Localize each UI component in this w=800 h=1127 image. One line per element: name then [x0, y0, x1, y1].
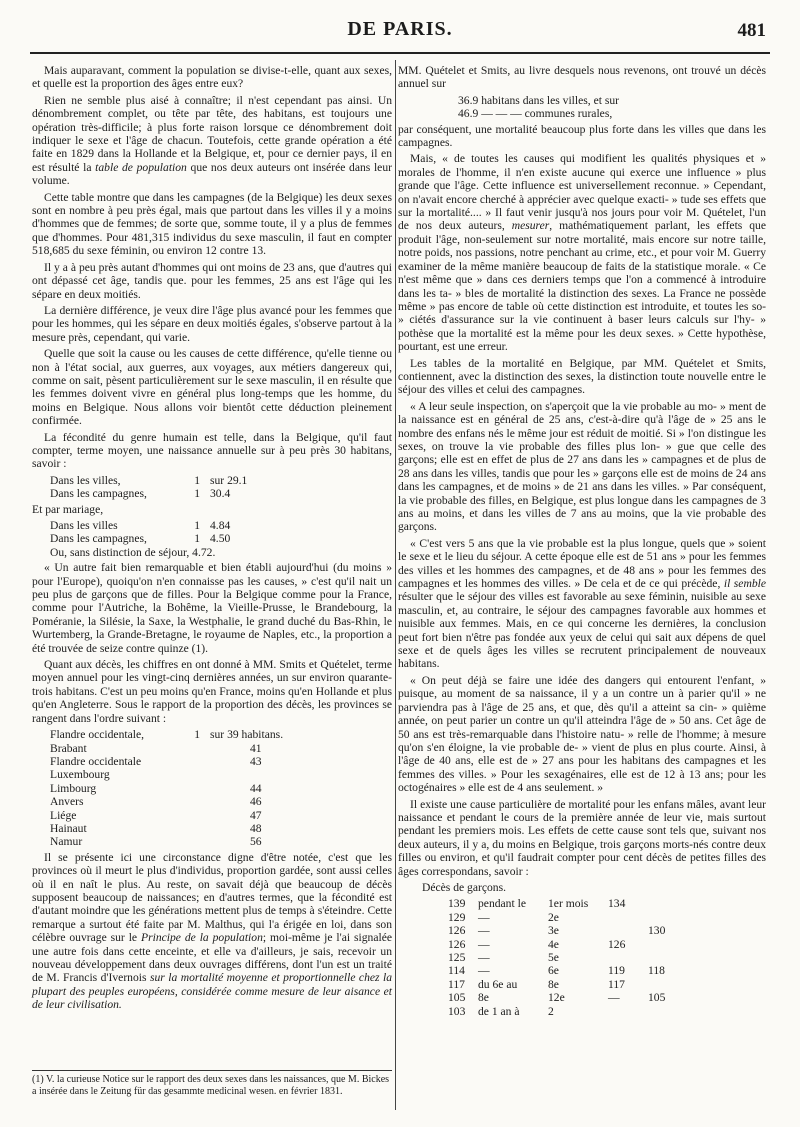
- paragraph: La dernière différence, je veux dire l'âge plus avancé pour les femmes que pour les hommes, qui les sépare en deux moitiés égales, s'observe partout à la mesure près, cependant, qui varie.: [32, 303, 392, 344]
- paragraph: Il y a à peu près autant d'hommes qui ont moins de 23 ans, que d'autres qui ont dépassé cet âge, tandis que. pour les femmes, 25 ans est l'âge qui les sépare en deux moitiés.: [32, 260, 392, 301]
- table-row: Anvers 46: [50, 795, 262, 809]
- table-row: Luxembourg: [50, 768, 110, 782]
- header-rule: [30, 52, 770, 54]
- left-column: [32, 64, 392, 1015]
- table-row: Hainaut 48: [50, 821, 262, 835]
- marriage-label: Et par mariage,: [32, 502, 104, 516]
- table-row: Dans les villes, 1 sur 29.1: [50, 473, 248, 487]
- paragraph: par conséquent, une mortalité beaucoup plus forte dans les villes que dans les campagnes.: [398, 122, 766, 150]
- paragraph: La fécondité du genre humain est telle, dans la Belgique, qu'il faut compter, terme moyen, une naissance annuelle sur à peu près 30 habitans, savoir :: [32, 430, 392, 471]
- table-row: Flandre occidentale 43: [50, 754, 262, 768]
- right-column: [398, 64, 766, 1021]
- table-row: 114 — 6e 119 118: [448, 964, 665, 978]
- table-row: 105 8e 12e — 105: [448, 991, 666, 1005]
- mortality-table: [398, 94, 766, 121]
- deaths-title: Décès de garçons.: [422, 880, 507, 894]
- table-row: Ou, sans distinction de séjour, 4.72.: [50, 545, 216, 559]
- paragraph: Rien ne semble plus aisé à connaître; il n'est cependant pas ainsi. Un dénombrement complet, ou tête par tête, des habitans, est toujours une opération très-difficile; à plus forte raison lorsque ce dénombrement doit indiquer le sexe et l'âge de chacun. Toutefois, cette grande opération a été faite en 1829 dans la Hollande et la Belgique, et, pour ce dernier pays, il en est résulté la table de population que nos deux auteurs ont insérée dans leur volume.: [32, 93, 392, 188]
- column-divider: [395, 60, 396, 1110]
- table-row: Dans les villes 1 4.84: [50, 519, 231, 532]
- marriage-table: [32, 519, 392, 559]
- table-row: Liége 47: [50, 808, 262, 822]
- paragraph: Quant aux décès, les chiffres en ont donné à MM. Smits et Quételet, terme moyen annuel pour les vingt-cinq dernières années, un sur environ quarante-trois habitans. C'est un peu moins qu'en France, moins qu'en Hollande et plus qu'en Angleterre. Sous le rapport de la proportion des décès, les provinces se rangent dans l'ordre suivant :: [32, 658, 392, 725]
- paragraph: Il se présente ici une circonstance digne d'être notée, c'est que les provinces où il meurt le plus d'individus, proportion gardée, sont aussi celles où il en naît le plus. Au reste, on savait déjà que beaucoup de décès supposent beaucoup de naissances; en d'autres termes, que la fécondité est d'autant moindre que les générations mettent plus de temps à s'éteindre. Cette remarque a surtout été faite par M. Malthus, qui l'a érigée en loi, dans son célèbre ouvrage sur le Principe de la population; moi-même je l'ai signalée une autre fois dans cette enceinte, et elle va d'ailleurs, je sais, recevoir un nouveau développement dans deux ouvrages différens, dont l'un est un traité de M. Francis d'Ivernois sur la mortalité moyenne et proportionnelle chez la plupart des peuples européens, considérée comme mesure de leur aisance et de leur civilisation.: [32, 850, 393, 1012]
- footnote: (1) V. la curieuse Notice sur le rapport des deux sexes dans les naissances, que M. Bickes a insérée dans le Zeitung für das gesammte medicinal wesen. en février 1831.: [32, 1070, 392, 1098]
- provinces-table: [32, 728, 392, 849]
- table-row: 126 — 3e 130: [448, 924, 666, 938]
- fecundity-table: [32, 474, 392, 501]
- paragraph: Les tables de la mortalité en Belgique, par MM. Quételet et Smits, contiennent, avec la distinction des sexes, la distinction toute nouvelle entre le séjour des villes et celui des campagnes.: [398, 356, 766, 397]
- table-row: Namur 56: [50, 835, 262, 849]
- page-number: 481: [737, 20, 766, 41]
- paragraph: Quelle que soit la cause ou les causes de cette différence, qu'elle tienne ou non à l'état social, aux guerres, aux voyages, aux métiers dangereux qui, comme on sait, pèsent particulièrement sur le sexe masculin, il en résulte que les femmes doivent vivre en général plus long-temps que les homme, du moins en Belgique. Nous allons voir bientôt cette déduction pleinement confirmée.: [32, 347, 392, 428]
- paragraph: « A leur seule inspection, on s'aperçoit que la vie probable au mo- » ment de la naissance est en général de 25 ans, c'est-à-dire qu'à l'âge de » 25 ans le nombre des enfans nés le même jour est réduit de moitié. Si » l'on distingue les sexes, on trouve la vie probable des filles plus lon- » gue que celle des garçons; elle est en effet de plus de 27 ans dans les » campagnes et de plus de 28 ans dans les villes, tandis que pour les » garçons elle est de moins de 24 ans dans les campagnes, et de moins » de 21 ans dans les villes. » Par conséquent, la vie probable des filles, en Belgique, est plus longue dans les campagnes de 3 ans au moins, et dans les villes de 7 ans au moins, que la vie probable des garçons.: [398, 399, 766, 534]
- paragraph: Il existe une cause particulière de mortalité pour les enfans mâles, avant leur naissance et pendant le cours de la première année de leur vie, mais surtout pendant les premiers mois. Les effets de cette cause sont tels que, suivant nos deux auteurs, il y a, du moins en Belgique, trois garçons morts-nés contre deux filles ou environ, et qu'il faudrait compter pour cent décès de petites filles des âges correspondans, savoir :: [398, 797, 766, 878]
- table-row: 139 pendant le 1er mois 134: [448, 897, 626, 911]
- table-row: 117 du 6e au 8e 117: [448, 977, 625, 991]
- paragraph: « C'est vers 5 ans que la vie probable est la plus longue, quels que » soient le sexe et le lieu du séjour. A cette époque elle est de 51 ans » pour les femmes des villes et les hommes des campagnes, et de 48 ans » pour les femmes des campagnes et les hommes des villes. » De cela et de ce qui précède, il semble résulter que le séjour des villes est favorable au sexe féminin, nuisible au sexe masculin, et, au contraire, le séjour des campagnes favorable aux hommes et nuisible aux femmes. Mais, en ce qui concerne les dernières, la conclusion peut fort bien n'être pas fondée aux yeux de celui qui sait aux dépens de quel sexe et de quels âges les villes se recrutent principalement de nouveaux habitans.: [398, 536, 766, 671]
- running-title: DE PARIS.: [347, 18, 453, 40]
- paragraph: « Un autre fait bien remarquable et bien établi aujourd'hui (du moins » pour l'Europe), quoiqu'on n'en connaisse pas les causes, » c'est qu'il nait un peu plus de garçons que de filles. Pour la Belgique comme pour la France, comme pour l'Autriche, la Bohême, la Vieille-Prusse, le Brandebourg, la Poméranie, la Silésie, la Saxe, la Westphalie, le grand duché du Bas-Rhin, le Wurtemberg, la Grande-Bretagne, le royaume de Naples, etc., la proportion a été trouvée de seize contre quinze (1).: [32, 561, 392, 655]
- table-row: 129 — 2e: [448, 910, 559, 924]
- paragraph: Cette table montre que dans les campagnes (de la Belgique) les deux sexes sont en nombre à peu près égal, mais que partout dans les villes il y a moins d'hommes que de femmes; de sorte que, somme toute, il y a plus de femmes que d'hommes. Pour 481,315 individus du sexe masculin, il faut en compter 518,685 du sexe féminin, ou environ 12 contre 13.: [32, 190, 392, 258]
- table-row: 46.9 — — — communes rurales,: [458, 107, 613, 121]
- table-row: Dans les campagnes, 1 4.50: [50, 532, 231, 546]
- table-row: 126 — 4e 126: [448, 937, 626, 951]
- table-row: 36.9 habitans dans les villes, et sur: [458, 93, 619, 107]
- paragraph: Mais, « de toutes les causes qui modifient les qualités physiques et » morales de l'homme, il n'en existe aucune qui exerce une influence » plus grande que l'âge. Cette influence est universellement reconnue. » Cependant, on n'avait encore cherché à apprécier avec quelque exacti- » tude ses effets que sur la mortalité.... » Il faut venir jusqu'à nos jours pour voir M. Quételet, l'un de nos deux auteurs, mesurer, mathématiquement parlant, les effets que produit l'âge, non-seulement sur notre mortalité, mais encore sur notre taille, notre poids, nos passions, notre penchant au crime, etc., et pour voir M. Guerry examiner de la même manière beaucoup de faits de la statistique morale. « Ce n'est même que » dans ces derniers temps que l'on a commencé à introduire dans les ta- » bles de mortalité la distinction des sexes. La France ne possède même » pas encore de table où cette distinction est introduite, et toutes les so- » ciétés d'assurance sur la vie continuent à baser leurs calculs sur l'hy- » pothèse que la mortalité est la même pour les deux sexes. » Cette hypothèse, pourtant, est une erreur.: [398, 152, 766, 354]
- table-row: Limbourg 44: [50, 781, 262, 795]
- table-row: Dans les campagnes, 1 30.4: [50, 487, 231, 501]
- page-header: [30, 14, 770, 48]
- deaths-table: [398, 897, 766, 1018]
- table-row: 103 de 1 an à 2: [448, 1004, 554, 1018]
- table-row: 125 — 5e: [448, 951, 559, 964]
- paragraph: « On peut déjà se faire une idée des dangers qui entourent l'enfant, » puisque, au moment de sa naissance, il y a un contre un à parier qu'il » ne parviendra pas à l'âge de 25 ans, et que, dès qu'il a atteint sa cin- » quième année, on peut parier un contre un qu'il atteindra l'âge de » 50 ans. Cet âge de 50 ans est très-remarquable dans l'histoire natu- » relle de l'homme; à mesure qu'on s'en éloigne, la vie probable de- » vient de plus en plus courte. Ainsi, à l'âge de 40 ans, elle est de » 27 ans pour les habitans des campagnes et les femmes des villes. » Pour les sexagénaires, elle est de 12 à 13 ans; pour les octogénaires » elle est de 4 ans seulement. »: [398, 673, 766, 795]
- paragraph: Mais auparavant, comment la population se divise-t-elle, quant aux sexes, et quelle est la proportion des âges entre eux?: [32, 64, 392, 91]
- paragraph: MM. Quételet et Smits, au livre desquels nous revenons, ont trouvé un décès annuel sur: [398, 64, 766, 91]
- table-row: Brabant 41: [50, 741, 262, 755]
- table-row: Flandre occidentale, 1 sur 39 habitans.: [50, 728, 284, 742]
